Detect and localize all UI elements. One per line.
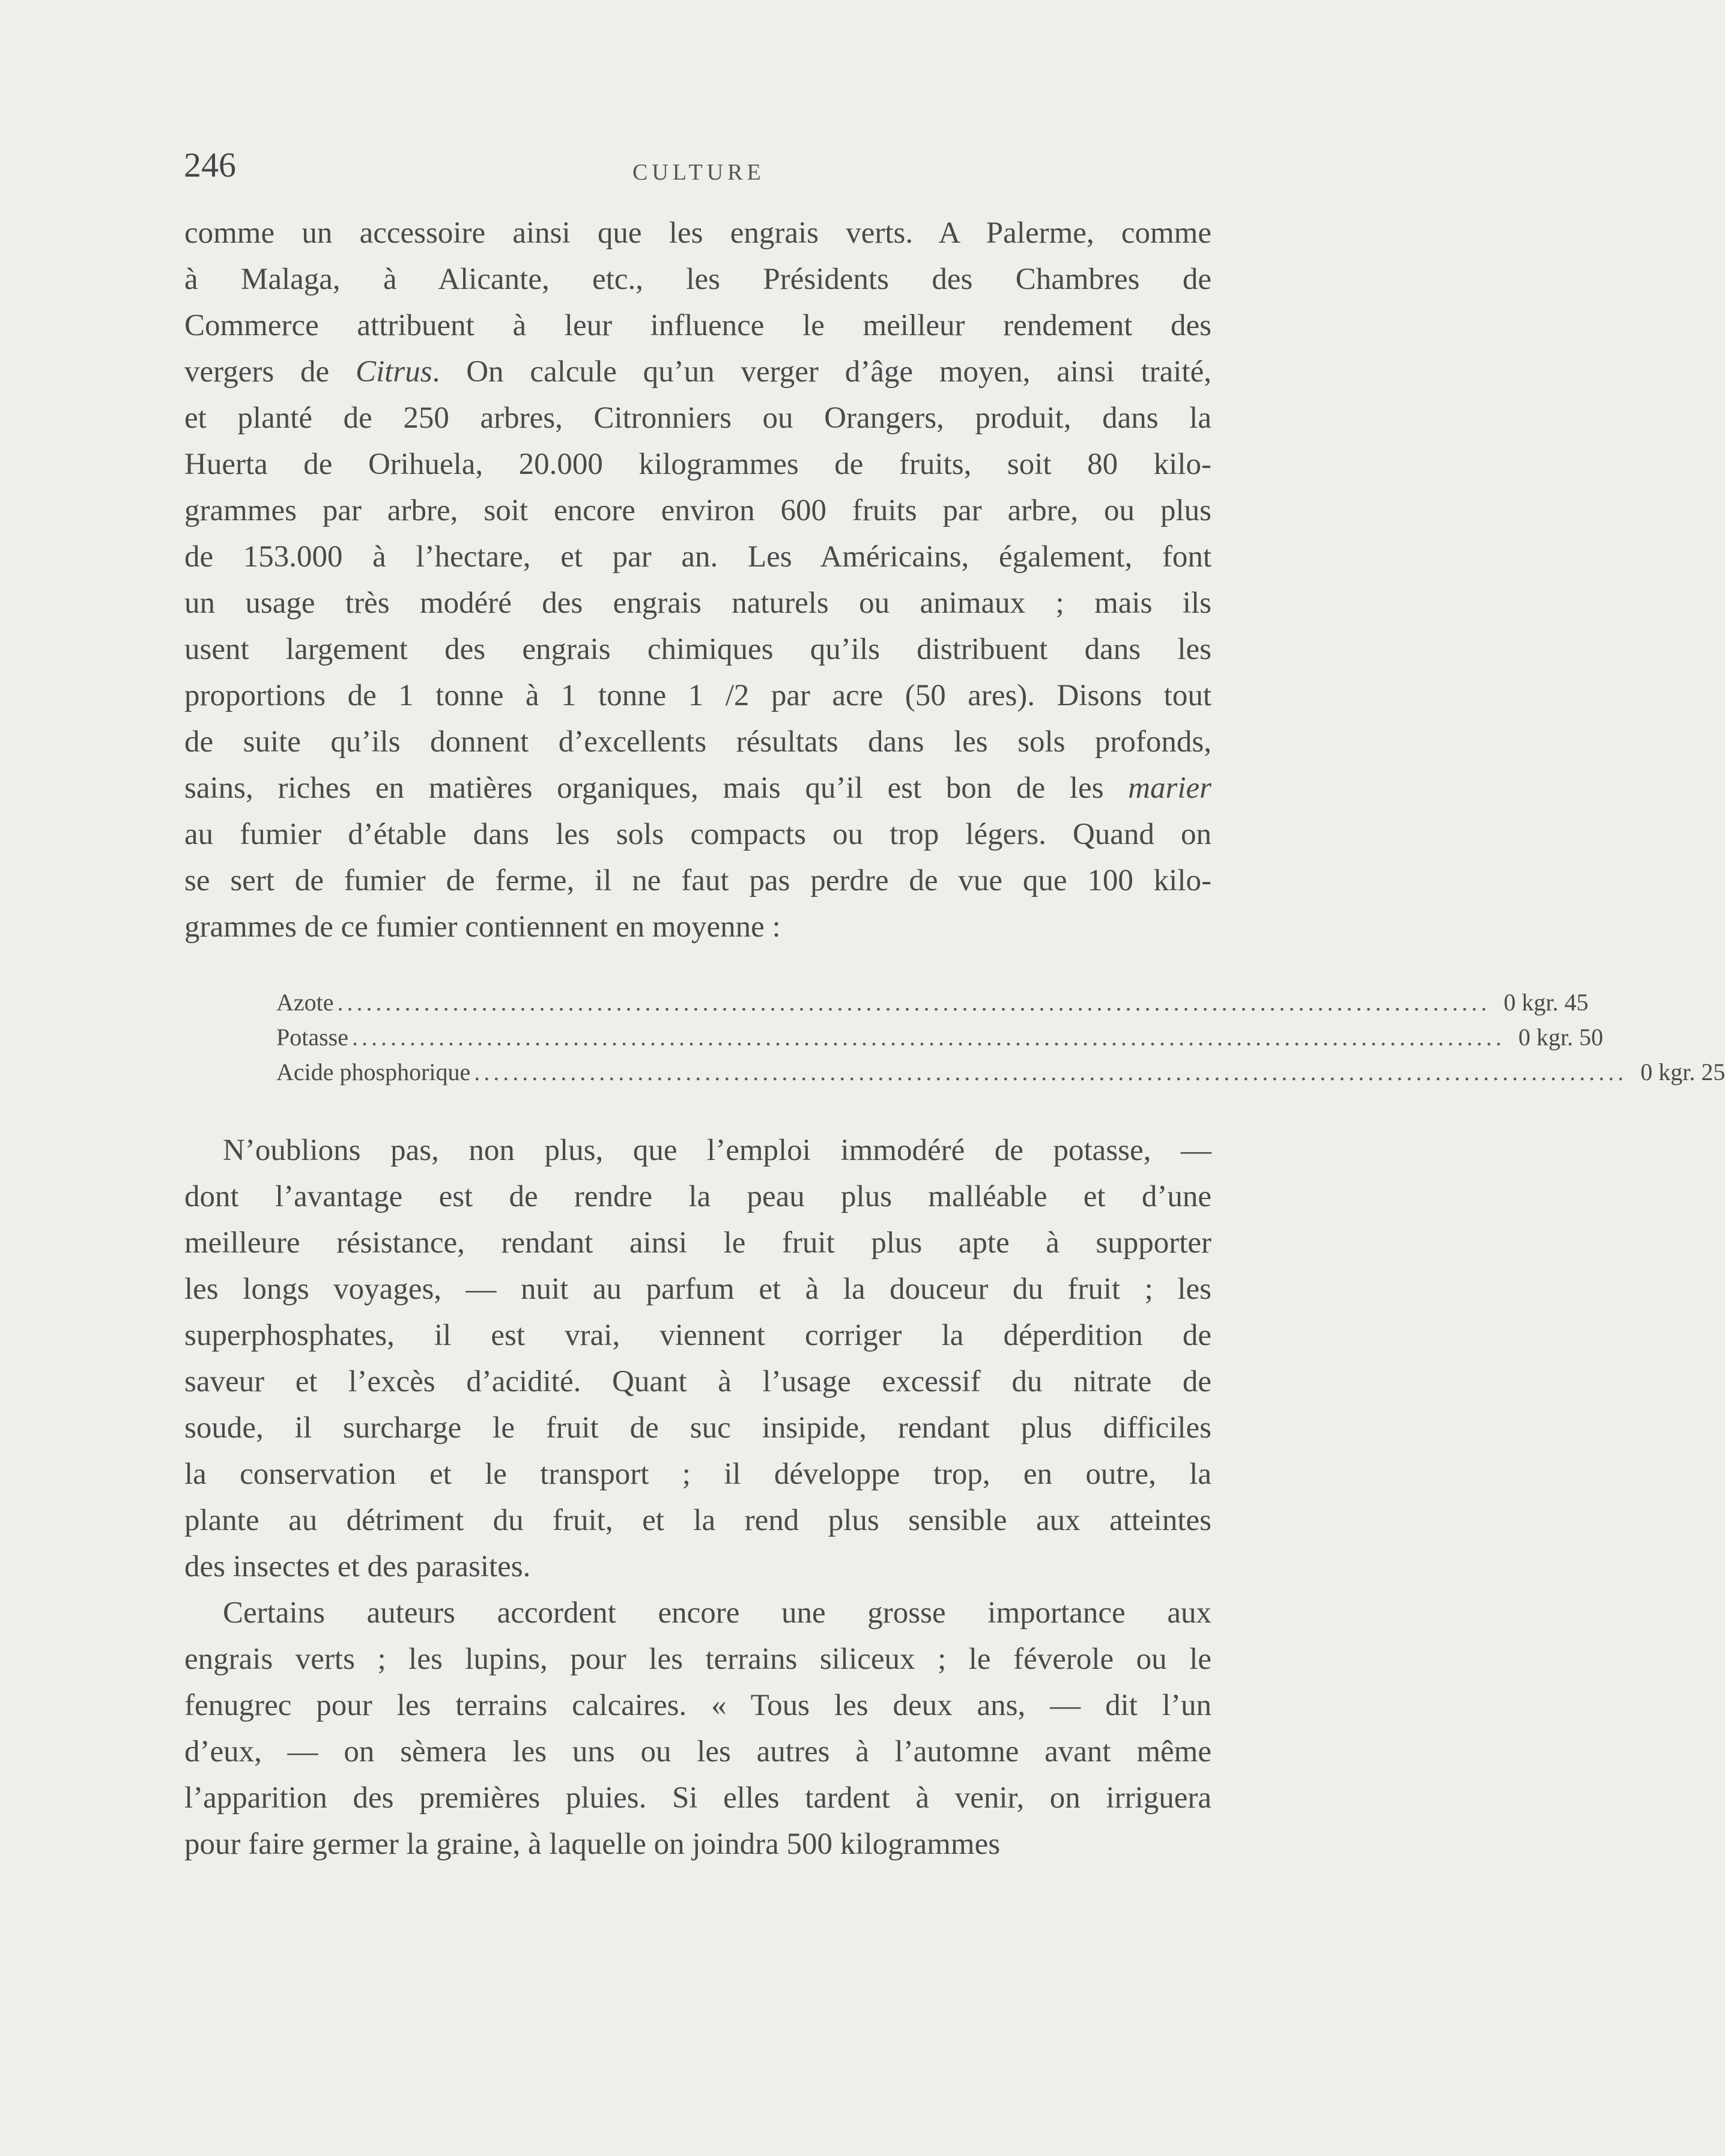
text-line: meilleure résistance, rendant ainsi le fruit plus apte à supporter: [184, 1226, 1211, 1260]
dot-leader: ........................................................................................................................: [474, 1058, 1628, 1086]
text-line: Certains auteurs accordent encore une grosse importance aux: [223, 1596, 1211, 1630]
composition-value: 0 kgr. 50: [1518, 1024, 1604, 1051]
text-line: comme un accessoire ainsi que les engrais verts. A Palerme, comme: [184, 216, 1211, 250]
running-head: CULTURE: [632, 160, 765, 185]
manure-composition-list: [276, 985, 1725, 1090]
text-line: soude, il surcharge le fruit de suc insipide, rendant plus difficiles: [184, 1411, 1211, 1445]
text-line: dont l’avantage est de rendre la peau plus malléable et d’une: [184, 1180, 1211, 1213]
text-line: plante au détriment du fruit, et la rend plus sensible aux atteintes: [184, 1504, 1211, 1537]
text-line: usent largement des engrais chimiques qu’ils distribuent dans les: [184, 633, 1211, 666]
text-line: de suite qu’ils donnent d’excellents résultats dans les sols profonds,: [184, 725, 1211, 759]
text-line: superphosphates, il est vrai, viennent corriger la déperdition de: [184, 1319, 1211, 1352]
text-line: N’oublions pas, non plus, que l’emploi immodéré de potasse, —: [223, 1134, 1211, 1167]
composition-row: [276, 1055, 1725, 1090]
text-line: au fumier d’étable dans les sols compacts ou trop légers. Quand on: [184, 818, 1211, 851]
composition-value: 0 kgr. 45: [1503, 989, 1589, 1016]
text-line: Commerce attribuent à leur influence le meilleur rendement des: [184, 309, 1211, 342]
dot-leader: ........................................................................................................................: [352, 1024, 1505, 1051]
paragraph-2-3: [184, 1128, 1211, 1868]
text-line: à Malaga, à Alicante, etc., les Présidents des Chambres de: [184, 263, 1211, 296]
text-line: grammes de ce fumier contiennent en moyenne :: [184, 910, 781, 944]
text-line: se sert de fumier de ferme, il ne faut pas perdre de vue que 100 kilo-: [184, 864, 1211, 897]
paragraph-1: [184, 210, 1211, 950]
text-line: proportions de 1 tonne à 1 tonne 1 /2 par acre (50 ares). Disons tout: [184, 679, 1211, 712]
text-line: d’eux, — on sèmera les uns ou les autres à l’automne avant même: [184, 1735, 1211, 1769]
text-line: Huerta de Orihuela, 20.000 kilogrammes de fruits, soit 80 kilo-: [184, 448, 1211, 481]
text-line: des insectes et des parasites.: [184, 1550, 531, 1584]
text-line: un usage très modéré des engrais naturels ou animaux ; mais ils: [184, 586, 1211, 620]
text-line: vergers de Citrus. On calcule qu’un verger d’âge moyen, ainsi traité,: [184, 355, 1211, 389]
composition-name: Azote: [276, 989, 334, 1016]
composition-row: [276, 1020, 1604, 1055]
text-line: la conservation et le transport ; il développe trop, en outre, la: [184, 1457, 1211, 1491]
text-line: et planté de 250 arbres, Citronniers ou Orangers, produit, dans la: [184, 401, 1211, 435]
text-line: saveur et l’excès d’acidité. Quant à l’usage excessif du nitrate de: [184, 1365, 1211, 1398]
text-line: de 153.000 à l’hectare, et par an. Les Américains, également, font: [184, 540, 1211, 574]
composition-name: Potasse: [276, 1024, 348, 1051]
composition-value: 0 kgr. 25: [1640, 1058, 1725, 1086]
text-line: engrais verts ; les lupins, pour les terrains siliceux ; le féverole ou le: [184, 1642, 1211, 1676]
composition-row: [276, 985, 1589, 1020]
text-line: les longs voyages, — nuit au parfum et à la douceur du fruit ; les: [184, 1272, 1211, 1306]
text-line: grammes par arbre, soit encore environ 600 fruits par arbre, ou plus: [184, 494, 1211, 527]
page-number: 246: [184, 145, 236, 184]
text-line: fenugrec pour les terrains calcaires. « Tous les deux ans, — dit l’un: [184, 1689, 1211, 1722]
composition-name: Acide phosphorique: [276, 1058, 471, 1086]
text-line: pour faire germer la graine, à laquelle on joindra 500 kilogrammes: [184, 1827, 1001, 1861]
dot-leader: ........................................................................................................................: [337, 989, 1491, 1016]
text-line: l’apparition des premières pluies. Si elles tardent à venir, on irriguera: [184, 1781, 1211, 1815]
text-line: sains, riches en matières organiques, mais qu’il est bon de les marier: [184, 771, 1211, 805]
